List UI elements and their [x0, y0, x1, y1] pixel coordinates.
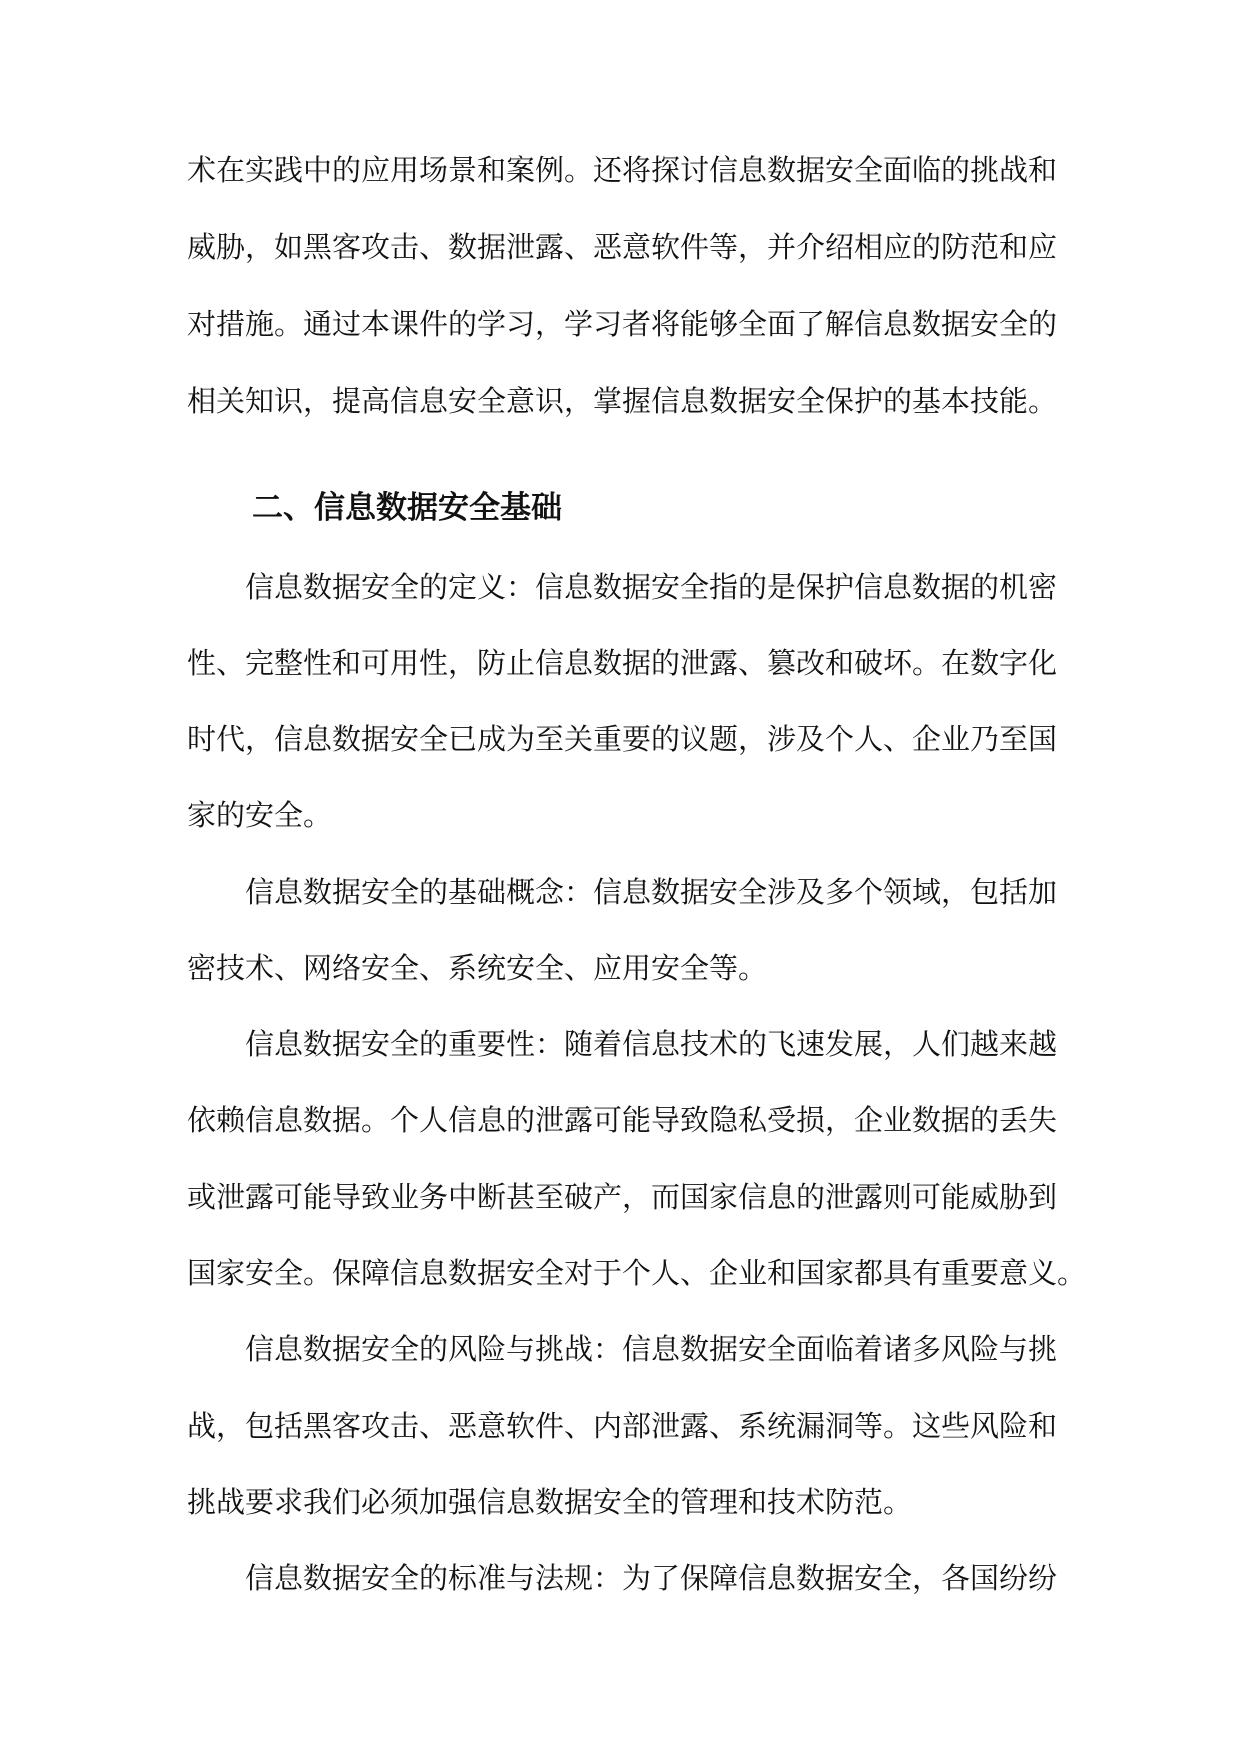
- section-heading: 二、信息数据安全基础: [252, 490, 562, 526]
- paragraph-4-line-2: 战，包括黑客攻击、恶意软件、内部泄露、系统漏洞等。这些风险和: [187, 1409, 1058, 1443]
- paragraph-1-line-4: 家的安全。: [187, 798, 333, 832]
- paragraph-3-line-2: 依赖信息数据。个人信息的泄露可能导致隐私受损，企业数据的丢失: [187, 1103, 1058, 1137]
- paragraph-1-line-1: 信息数据安全的定义：信息数据安全指的是保护信息数据的机密: [245, 570, 1058, 604]
- paragraph-3-line-3: 或泄露可能导致业务中断甚至破产，而国家信息的泄露则可能威胁到: [187, 1180, 1058, 1214]
- paragraph-4-line-1: 信息数据安全的风险与挑战：信息数据安全面临着诸多风险与挑: [245, 1332, 1058, 1366]
- paragraph-3-line-4: 国家安全。保障信息数据安全对于个人、企业和国家都具有重要意义。: [187, 1256, 1087, 1290]
- paragraph-2-line-1: 信息数据安全的基础概念：信息数据安全涉及多个领域，包括加: [245, 875, 1058, 909]
- intro-line-2: 威胁，如黑客攻击、数据泄露、恶意软件等，并介绍相应的防范和应: [187, 230, 1058, 264]
- paragraph-1-line-2: 性、完整性和可用性，防止信息数据的泄露、篡改和破坏。在数字化: [187, 646, 1058, 680]
- intro-line-3: 对措施。通过本课件的学习，学习者将能够全面了解信息数据安全的: [187, 307, 1058, 341]
- intro-line-1: 术在实践中的应用场景和案例。还将探讨信息数据安全面临的挑战和: [187, 153, 1058, 187]
- paragraph-5-line-1: 信息数据安全的标准与法规：为了保障信息数据安全，各国纷纷: [245, 1561, 1058, 1595]
- paragraph-2-line-2: 密技术、网络安全、系统安全、应用安全等。: [187, 951, 768, 985]
- paragraph-3-line-1: 信息数据安全的重要性：随着信息技术的飞速发展，人们越来越: [245, 1027, 1058, 1061]
- paragraph-1-line-3: 时代，信息数据安全已成为至关重要的议题，涉及个人、企业乃至国: [187, 722, 1058, 756]
- paragraph-4-line-3: 挑战要求我们必须加强信息数据安全的管理和技术防范。: [187, 1485, 913, 1519]
- intro-line-4: 相关知识，提高信息安全意识，掌握信息数据安全保护的基本技能。: [187, 384, 1058, 418]
